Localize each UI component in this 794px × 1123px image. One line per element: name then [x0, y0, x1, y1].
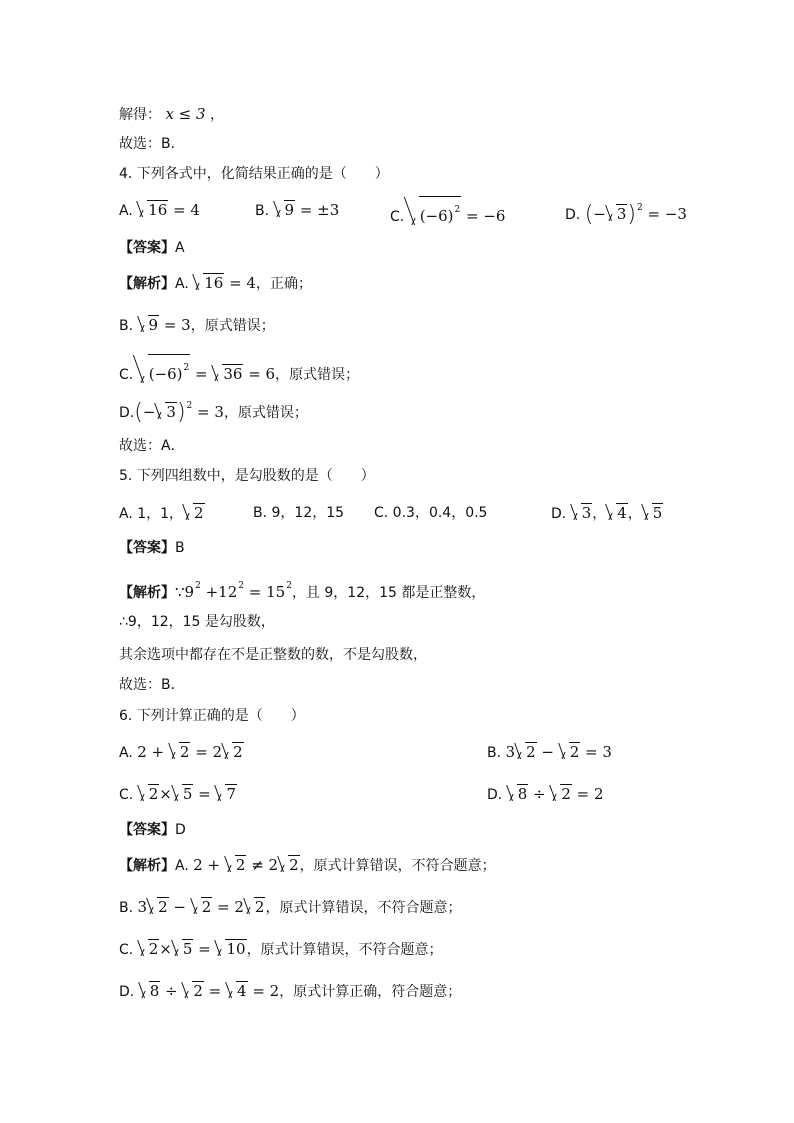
q6-answer: 【答案】D — [119, 822, 186, 838]
q4-analysis-b: B. 9 = 3，原式错误； — [119, 316, 275, 334]
solve-label: 解得： — [119, 107, 161, 123]
choice-line: 故选：B． — [119, 136, 185, 152]
q4-answer: 【答案】A — [119, 240, 185, 256]
q6-option-a: A. 2 + 2 = 2 2 — [119, 743, 243, 761]
q6-analysis-d: D. 8 ÷ 2 = 4 = 2，原式计算正确，符合题意； — [119, 982, 462, 1000]
q6-analysis-c: C. 2× 5 = 10，原式计算错误，不符合题意； — [119, 940, 443, 958]
q4-analysis-c: C. $(-6)^2 = 36 = 6$，原式错误； — [119, 354, 359, 376]
q5-option-b: B. 9，12，15 — [253, 505, 345, 521]
q6-option-d: D. 8 ÷ 2 = 2 — [487, 785, 604, 803]
q4-option-d: D. (− 3)$^2$ = −3 — [565, 202, 687, 227]
solve-math: x ≤ 3 — [165, 105, 206, 123]
q5-analysis-3: 其余选项中都存在不是正整数的数，不是勾股数， — [119, 647, 427, 663]
q4-option-a: A. 16 = 4 — [119, 201, 200, 219]
q5-answer: 【答案】B — [119, 540, 185, 556]
question-6-stem: 6. 下列计算正确的是（ ） — [119, 708, 305, 724]
q5-analysis-2: ∴9，12，15 是勾股数， — [119, 614, 275, 630]
choice-line: 故选：A． — [119, 438, 185, 454]
q6-analysis-a: 【解析】A. 2 + 2 ≠ 2 2，原式计算错误，不符合题意； — [119, 856, 496, 874]
q4-option-c: C. $(-6)^2 = -6$ — [390, 196, 505, 220]
q5-option-d: D. 3， 4， 5 — [551, 504, 663, 522]
q6-option-b: B. 3 2 − 2 = 3 — [487, 743, 612, 761]
q4-analysis-d: $D.(- 3)^2 = 3$，原式错误； — [119, 400, 308, 425]
choice-line: 故选：B． — [119, 677, 185, 693]
q5-option-c: C. 0.3，0.4，0.5 — [374, 505, 488, 521]
question-5-stem: 5. 下列四组数中，是勾股数的是（ ） — [119, 468, 375, 484]
q4-analysis-a: 【解析】A. 16 = 4，正确； — [119, 274, 312, 292]
q5-option-a: A. 1，1， 2 — [119, 504, 204, 522]
solution-line: 解得： x ≤ 3 ， — [119, 105, 225, 123]
q6-option-c: C. 2× 5 = 7 — [119, 785, 237, 803]
q5-analysis-1: 【解析】$\because 9^2 +12^2 = 15^2$，且 9，12，15 都是正整数， — [119, 581, 486, 601]
q6-analysis-b: B. 3 2 − 2 = 2 2，原式计算错误，不符合题意； — [119, 898, 462, 916]
question-4-stem: 4. 下列各式中，化简结果正确的是（ ） — [119, 166, 389, 182]
q4-option-b: B. 9 = ±3 — [255, 201, 340, 219]
